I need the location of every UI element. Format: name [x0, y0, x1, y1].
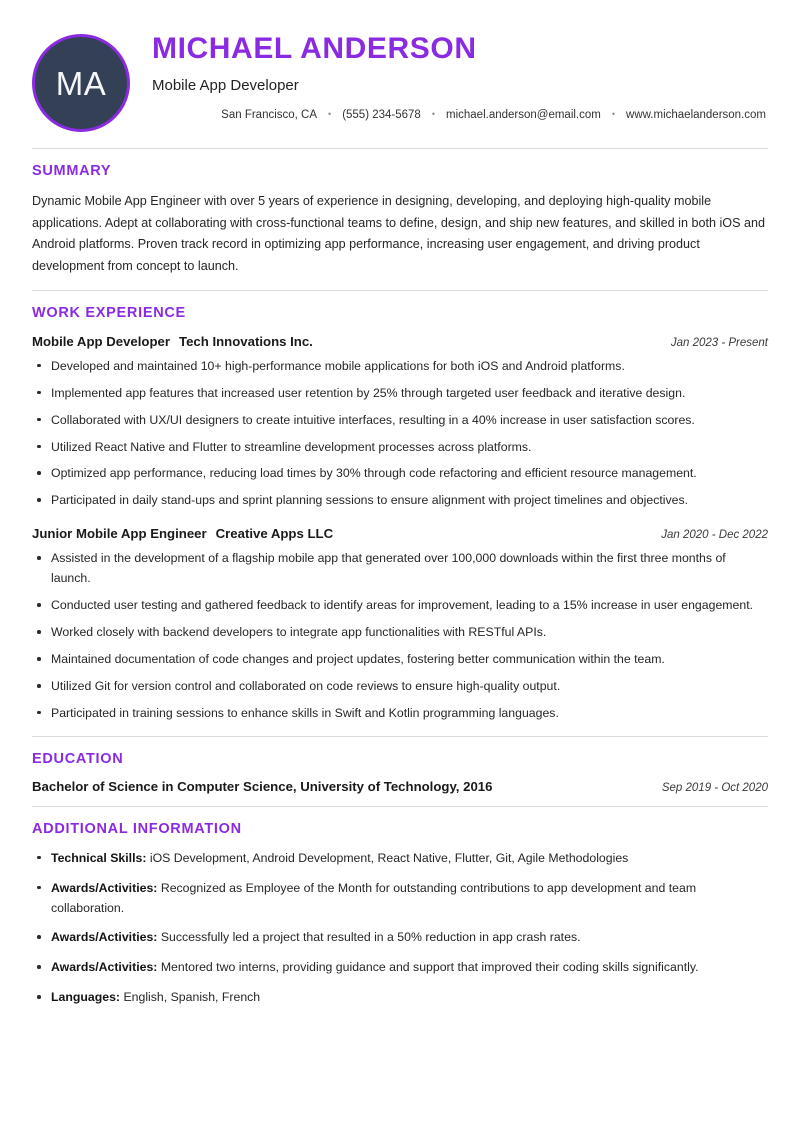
experience-role: Junior Mobile App Engineer [32, 526, 207, 542]
list-item [32, 928, 768, 948]
info-value: Successfully led a project that resulted in a 50% reduction in app crash rates. [160, 930, 581, 945]
experience-entry-header [32, 333, 768, 350]
list-item: Participated in training sessions to enhance skills in Swift and Kotlin programming languages. [32, 704, 768, 724]
education-dates: Sep 2019 - Oct 2020 [661, 781, 768, 794]
info-value: iOS Development, Android Development, React Native, Flutter, Git, Agile Methodologies [149, 850, 629, 865]
additional-information-list [32, 849, 768, 1008]
list-item: Maintained documentation of code changes and project updates, fostering better communication within the team. [32, 650, 768, 670]
list-item [32, 958, 768, 978]
experience-company: Tech Innovations Inc. [179, 333, 313, 349]
info-value: Recognized as Employee of the Month for outstanding contributions to app development and team collaboration. [51, 880, 697, 915]
contact-separator-icon: • [611, 109, 616, 119]
section-education [32, 736, 768, 794]
list-item [32, 849, 768, 869]
section-summary [32, 148, 768, 278]
list-item: Developed and maintained 10+ high-performance mobile applications for both iOS and Android platforms. [32, 357, 768, 377]
info-label: Awards/Activities: [51, 880, 158, 895]
experience-entry-header [32, 525, 768, 542]
section-title-additional-information: ADDITIONAL INFORMATION [32, 820, 242, 837]
list-item: Assisted in the development of a flagship mobile app that generated over 100,000 downloads within the first three months of launch. [32, 549, 768, 589]
resume-header [32, 0, 768, 136]
info-value: Mentored two interns, providing guidance and support that improved their coding skills significantly. [160, 960, 699, 975]
experience-dates: Jan 2023 - Present [670, 336, 768, 349]
experience-role-company [32, 525, 347, 542]
contact-info [152, 109, 768, 121]
info-label: Technical Skills: [51, 850, 147, 865]
experience-bullet-list [32, 549, 768, 723]
experience-entry [32, 333, 768, 512]
experience-company: Creative Apps LLC [215, 526, 334, 542]
list-item: Utilized React Native and Flutter to streamline development processes across platforms. [32, 438, 768, 458]
section-title-summary: SUMMARY [32, 163, 112, 179]
experience-role-company [32, 333, 327, 350]
experience-dates: Jan 2020 - Dec 2022 [661, 529, 768, 542]
header-job-title: Mobile App Developer [152, 76, 299, 94]
list-item: Collaborated with UX/UI designers to create intuitive interfaces, resulting in a 40% increase in user satisfaction scores. [32, 411, 768, 431]
section-work-experience [32, 290, 768, 724]
avatar-initials: MA [55, 64, 107, 102]
section-title-work-experience: WORK EXPERIENCE [32, 304, 186, 321]
info-label: Awards/Activities: [51, 930, 158, 945]
list-item: Implemented app features that increased user retention by 25% through targeted user feedback and iterative design. [32, 384, 768, 404]
contact-phone[interactable]: (555) 234-5678 [342, 108, 421, 121]
list-item: Optimized app performance, reducing load times by 30% through code refactoring and efficient resource management. [32, 464, 768, 484]
experience-entry [32, 525, 768, 724]
list-item: Worked closely with backend developers to integrate app functionalities with RESTful APIs. [32, 623, 768, 643]
experience-bullet-list [32, 357, 768, 511]
list-item: Utilized Git for version control and collaborated on code reviews to ensure high-quality output. [32, 677, 768, 697]
contact-location: San Francisco, CA [221, 108, 318, 121]
list-item: Conducted user testing and gathered feedback to identify areas for improvement, leading to a 15% increase in user engagement. [32, 596, 768, 616]
list-item [32, 988, 768, 1008]
info-label: Awards/Activities: [51, 960, 158, 975]
contact-separator-icon: • [328, 109, 332, 119]
experience-role: Mobile App Developer [32, 333, 170, 349]
avatar [32, 34, 130, 132]
header-text-block [130, 28, 768, 121]
education-entry [32, 779, 768, 794]
contact-website[interactable]: www.michaelanderson.com [626, 108, 766, 121]
list-item [32, 879, 768, 919]
summary-text: Dynamic Mobile App Engineer with over 5 years of experience in designing, developing, and deploying high-quality mobile applications. Adept at collaborating with cross-functional teams to define, design, and ship new features, and skilled in both iOS and Android platforms. Proven track record in optimizing app performance, increasing user engagement, and driving product development from concept to launch. [32, 194, 765, 273]
contact-email[interactable]: michael.anderson@email.com [446, 108, 601, 121]
section-additional-information [32, 806, 768, 1008]
info-label: Languages: [51, 990, 121, 1005]
contact-separator-icon: • [431, 109, 435, 119]
list-item: Participated in daily stand-ups and sprint planning sessions to ensure alignment with project timelines and objectives. [32, 491, 768, 511]
info-value: English, Spanish, French [123, 990, 261, 1005]
page-title: MICHAEL ANDERSON [152, 32, 477, 65]
education-degree: Bachelor of Science in Computer Science, University of Technology, 2016 [32, 778, 493, 794]
section-title-education: EDUCATION [32, 750, 124, 767]
